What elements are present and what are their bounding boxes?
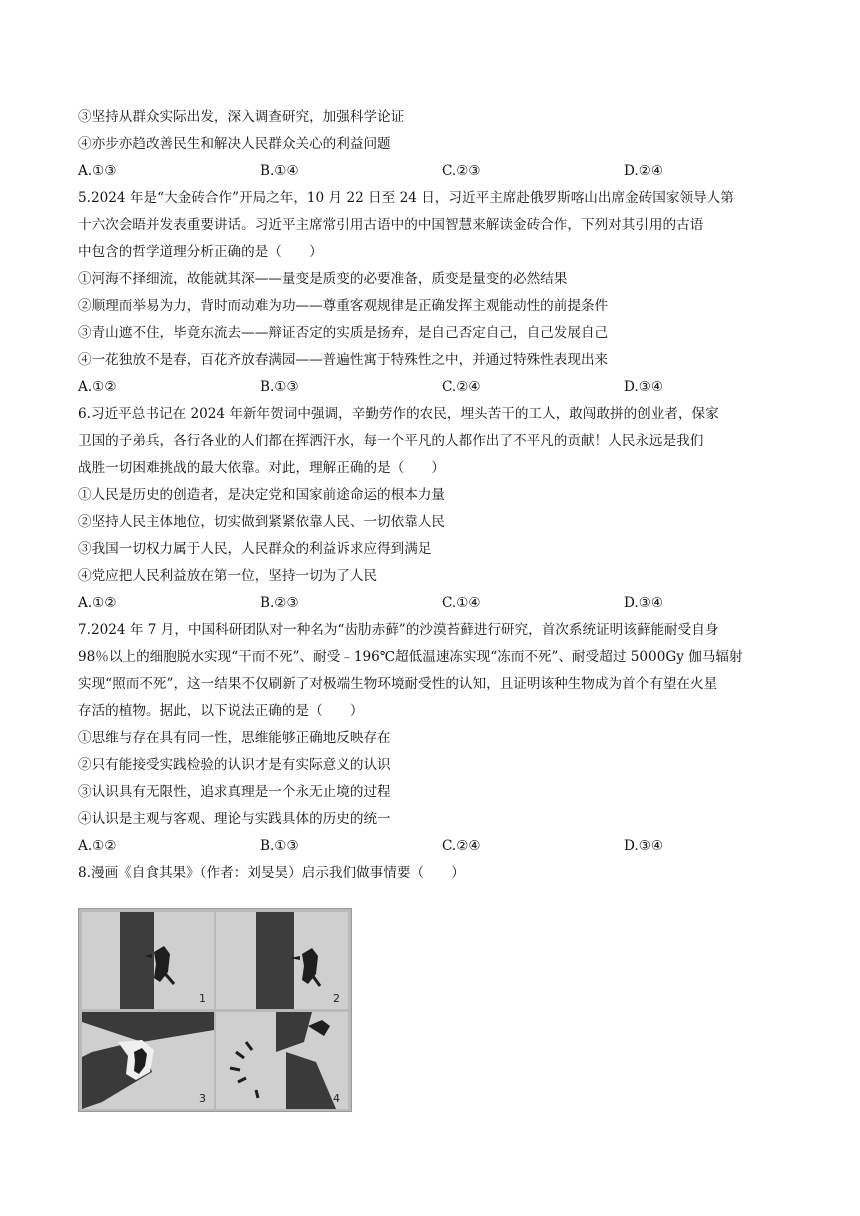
q7-statement-4: ④认识是主观与客观、理论与实践具体的历史的统一	[78, 811, 391, 827]
q7-stem-line-4: 存活的植物。据此，以下说法正确的是（ ）	[78, 703, 364, 719]
q6-answer-options	[78, 594, 778, 612]
q6-option-c[interactable]: C.①④	[442, 595, 481, 611]
panel-number: 2	[333, 992, 340, 1005]
q7-option-c[interactable]: C.②④	[442, 838, 481, 854]
q6-option-a[interactable]: A.①②	[78, 595, 117, 611]
statement-3: ③坚持从群众实际出发，深入调查研究，加强科学论证	[78, 109, 405, 125]
q6-option-b[interactable]: B.②③	[260, 595, 299, 611]
woodpecker-icon	[216, 912, 348, 1009]
statement-4: ④亦步亦趋改善民生和解决人民群众关心的利益问题	[78, 136, 391, 152]
q5-answer-options	[78, 378, 778, 396]
q7-stem-line-2: 98％以上的细胞脱水实现“干而不死”、耐受﹣196℃超低温速冻实现“冻而不死”、耐受超过 5000Gy 伽马辐射	[78, 649, 743, 665]
q5-statement-2: ②顺理而举易为力，背时而动难为功——尊重客观规律是正确发挥主观能动性的前提条件	[78, 298, 609, 314]
q7-stem-line-1: 7.2024 年 7 月，中国科研团队对一种名为“齿肋赤藓”的沙漠苔藓进行研究，首次系统证明该藓能耐受自身	[78, 622, 719, 638]
q6-stem-line-1: 6.习近平总书记在 2024 年新年贺词中强调，辛勤劳作的农民，埋头苦干的工人，敢闯敢拼的创业者，保家	[78, 406, 719, 422]
q6-statement-2: ②坚持人民主体地位，切实做到紧紧依靠人民、一切依靠人民	[78, 514, 446, 530]
q7-answer-options	[78, 837, 778, 855]
q7-statement-2: ②只有能接受实践检验的认识才是有实际意义的认识	[78, 757, 391, 773]
q6-statement-3: ③我国一切权力属于人民，人民群众的利益诉求应得到满足	[78, 541, 432, 557]
panel-number: 1	[199, 992, 206, 1005]
woodpecker-icon	[82, 912, 214, 1009]
q7-option-d[interactable]: D.③④	[624, 838, 664, 854]
option-b[interactable]: B.①④	[260, 163, 299, 179]
q6-stem-line-2: 卫国的子弟兵，各行各业的人们都在挥洒汗水，每一个平凡的人都作出了不平凡的贡献！人民永远是我们	[78, 433, 704, 449]
q5-option-c[interactable]: C.②④	[442, 379, 481, 395]
comic-panel-2	[216, 912, 348, 1009]
q7-option-b[interactable]: B.①③	[260, 838, 299, 854]
option-a[interactable]: A.①③	[78, 163, 117, 179]
q5-statement-1: ①河海不择细流，故能就其深——量变是质变的必要准备，质变是量变的必然结果	[78, 271, 568, 287]
panel-number: 3	[199, 1092, 206, 1105]
q5-stem-line-3: 中包含的哲学道理分析正确的是（ ）	[78, 244, 323, 260]
q8-stem: 8.漫画《自食其果》（作者：刘旻昊）启示我们做事情要（ ）	[78, 865, 465, 881]
q7-statement-1: ①思维与存在具有同一性，思维能够正确地反映存在	[78, 730, 391, 746]
q5-stem-line-2: 十六次会晤并发表重要讲话。习近平主席常引用古语中的中国智慧来解读金砖合作，下列对其引用的古语	[78, 217, 704, 233]
q5-option-d[interactable]: D.③④	[624, 379, 664, 395]
q7-stem-line-3: 实现“照而不死”，这一结果不仅刷新了对极端生物环境耐受性的认知，且证明该种生物成为首个有望在火星	[78, 676, 718, 692]
q5-stem-line-1: 5.2024 年是“大金砖合作”开局之年，10 月 22 日至 24 日，习近平主席赴俄罗斯喀山出席金砖国家领导人第	[78, 190, 734, 206]
answer-options	[78, 162, 778, 180]
q5-option-a[interactable]: A.①②	[78, 379, 117, 395]
panel-number: 4	[333, 1092, 340, 1105]
q6-option-d[interactable]: D.③④	[624, 595, 664, 611]
q7-statement-3: ③认识具有无限性，追求真理是一个永无止境的过程	[78, 784, 391, 800]
option-d[interactable]: D.②④	[624, 163, 664, 179]
broken-tree-icon	[216, 1012, 348, 1109]
q5-statement-4: ④一花独放不是春，百花齐放春满园——普遍性寓于特殊性之中，并通过特殊性表现出来	[78, 352, 609, 368]
q6-statement-1: ①人民是历史的创造者，是决定党和国家前途命运的根本力量	[78, 487, 446, 503]
q5-option-b[interactable]: B.①③	[260, 379, 299, 395]
q5-statement-3: ③青山遮不住，毕竟东流去——辩证否定的实质是扬弃，是自己否定自己，自己发展自己	[78, 325, 609, 341]
comic-panel-4	[216, 1012, 348, 1109]
q6-statement-4: ④党应把人民利益放在第一位，坚持一切为了人民	[78, 568, 378, 584]
comic-panel-3	[82, 1012, 214, 1109]
q7-option-a[interactable]: A.①②	[78, 838, 117, 854]
cracking-tree-icon	[82, 1012, 214, 1109]
option-c[interactable]: C.②③	[442, 163, 481, 179]
comic-panel-1	[82, 912, 214, 1009]
q6-stem-line-3: 战胜一切困难挑战的最大依靠。对此，理解正确的是（ ）	[78, 460, 446, 476]
comic-image	[78, 908, 352, 1112]
